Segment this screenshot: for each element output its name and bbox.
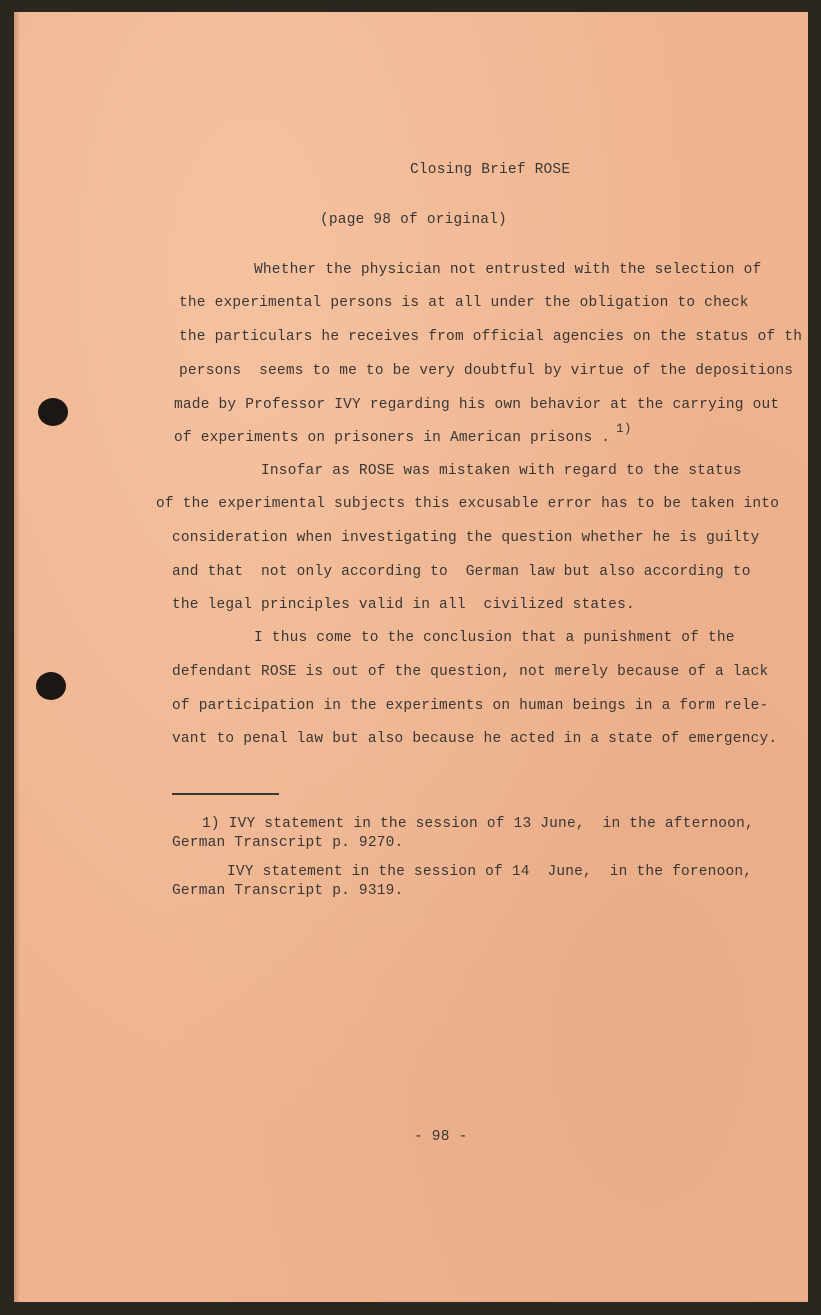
paragraph-line: consideration when investigating the question whether he is guilty (172, 530, 760, 546)
document-page (14, 12, 808, 1302)
page-edge-shadow (14, 12, 20, 1302)
paragraph-line: the particulars he receives from official agencies on the status of th (179, 329, 803, 345)
footnote-rule (172, 793, 279, 795)
paragraph-line (174, 422, 632, 446)
punch-hole-bottom (36, 672, 66, 700)
punch-hole-top (38, 398, 68, 426)
footnote-line: German Transcript p. 9319. (172, 883, 404, 899)
paragraph-line: of participation in the experiments on human beings in a form rele- (172, 698, 769, 714)
paragraph-line: made by Professor IVY regarding his own behavior at the carrying out (174, 397, 780, 413)
paragraph-line-text: of experiments on prisoners in American prisons . (174, 430, 611, 446)
document-subtitle: (page 98 of original) (320, 212, 507, 228)
paragraph-line: vant to penal law but also because he acted in a state of emergency. (172, 731, 778, 747)
paragraph-line: persons seems to me to be very doubtful by virtue of the depositions (179, 363, 794, 379)
document-title: Closing Brief ROSE (410, 162, 571, 178)
paragraph-line: Insofar as ROSE was mistaken with regard to the status (261, 463, 742, 479)
paragraph-line: defendant ROSE is out of the question, not merely because of a lack (172, 664, 769, 680)
paragraph-line: the experimental persons is at all under the obligation to check (179, 295, 749, 311)
page-number: - 98 - (414, 1129, 468, 1145)
paragraph-line: and that not only according to German law but also according to (172, 564, 751, 580)
footnote-line: IVY statement in the session of 14 June, in the forenoon, (227, 864, 753, 880)
footnote-reference: 1) (616, 422, 632, 436)
footnote-line: German Transcript p. 9270. (172, 835, 404, 851)
paragraph-line: of the experimental subjects this excusable error has to be taken into (156, 496, 780, 512)
paragraph-line: the legal principles valid in all civilized states. (172, 597, 635, 613)
footnote-line: 1) IVY statement in the session of 13 June, in the afternoon, (202, 816, 754, 832)
paragraph-line: Whether the physician not entrusted with the selection of (254, 262, 762, 278)
paragraph-line: I thus come to the conclusion that a punishment of the (254, 630, 735, 646)
